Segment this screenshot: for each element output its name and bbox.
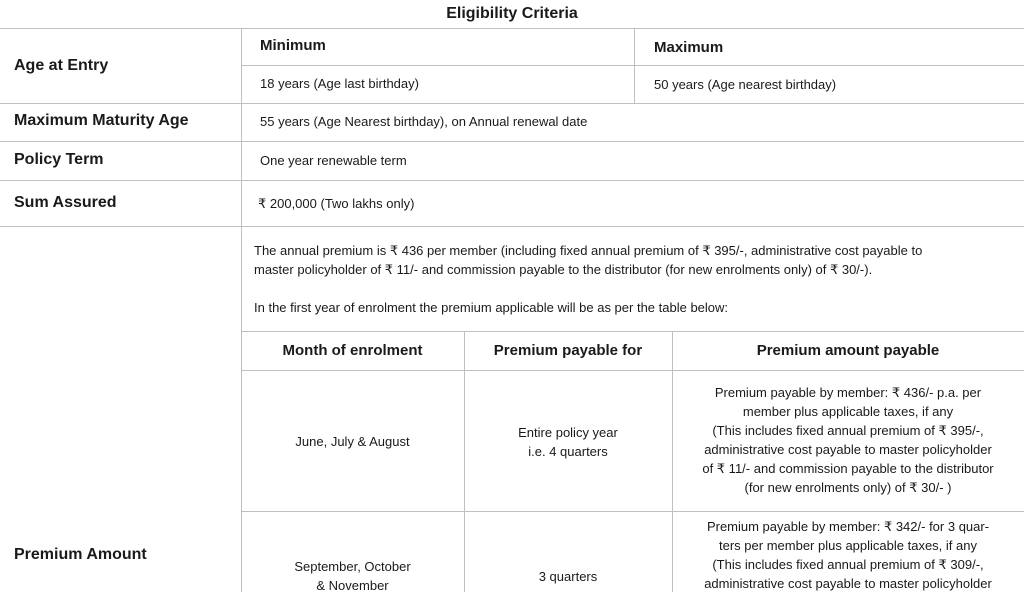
cell-line: (This includes fixed annual premium of ₹ 309/-, [712, 557, 984, 572]
premium-amount-label: Premium Amount [14, 546, 147, 563]
table-row-2-month [241, 557, 464, 595]
cell-line: (This includes fixed annual premium of ₹ 395/-, [712, 423, 984, 438]
premium-description [254, 241, 922, 279]
table-row-2-payable-for [464, 567, 672, 586]
table-row-1-amount [672, 383, 1024, 497]
header-premium-amount-payable: Premium amount payable [756, 342, 940, 359]
premium-table-intro: In the first year of enrolment the premium applicable will be as per the table below: [254, 300, 729, 315]
divider [464, 331, 465, 592]
cell-line: & November [316, 578, 389, 593]
divider [0, 226, 1024, 227]
divider [241, 28, 242, 592]
divider [241, 331, 1024, 332]
divider [0, 28, 1024, 29]
cell-line: 3 quarters [538, 569, 598, 584]
divider [0, 141, 1024, 142]
divider [0, 103, 1024, 104]
maximum-header: Maximum [654, 39, 724, 56]
table-row-2-amount [672, 517, 1024, 593]
cell-line: (for new enrolments only) of ₹ 30/- ) [744, 480, 952, 495]
table-row-1-month [241, 432, 464, 451]
cell-line: September, October [294, 559, 411, 574]
premium-description-line: master policyholder of ₹ 11/- and commission payable to the distributor (for new enrolments only) of ₹ 30/-). [254, 262, 873, 277]
cell-line: Premium payable by member: ₹ 342/- for 3 quar- [706, 519, 990, 534]
divider [241, 65, 1024, 66]
age-at-entry-label: Age at Entry [14, 57, 109, 74]
maximum-age-value: 50 years (Age nearest birthday) [654, 77, 837, 92]
cell-line: administrative cost payable to master policyholder [704, 576, 992, 591]
cell-line: Entire policy year [518, 425, 618, 440]
divider [634, 28, 635, 103]
cell-line: member plus applicable taxes, if any [742, 404, 954, 419]
premium-description-line: The annual premium is ₹ 436 per member (including fixed annual premium of ₹ 395/-, administrative cost payable to [254, 243, 923, 258]
cell-line: June, July & August [295, 434, 410, 449]
max-maturity-age-value: 55 years (Age Nearest birthday), on Annual renewal date [260, 114, 588, 129]
cell-line: of ₹ 11/- and commission payable to the distributor [702, 461, 994, 476]
policy-term-value: One year renewable term [260, 153, 407, 168]
policy-term-label: Policy Term [14, 151, 104, 168]
minimum-header: Minimum [260, 37, 326, 54]
sum-assured-label: Sum Assured [14, 194, 117, 211]
cell-line: ters per member plus applicable taxes, if any [719, 538, 977, 553]
header-month-of-enrolment: Month of enrolment [282, 342, 423, 359]
divider [241, 511, 1024, 512]
max-maturity-age-label: Maximum Maturity Age [14, 112, 189, 129]
table-row-1-payable-for [464, 423, 672, 461]
minimum-age-value: 18 years (Age last birthday) [260, 76, 419, 91]
cell-line: i.e. 4 quarters [528, 444, 608, 459]
sum-assured-value: ₹ 200,000 (Two lakhs only) [258, 196, 415, 211]
divider [0, 180, 1024, 181]
table-title: Eligibility Criteria [446, 5, 578, 22]
header-premium-payable-for: Premium payable for [493, 342, 643, 359]
cell-line: administrative cost payable to master policyholder [704, 442, 992, 457]
cell-line: Premium payable by member: ₹ 436/- p.a. per [714, 385, 982, 400]
divider [241, 370, 1024, 371]
